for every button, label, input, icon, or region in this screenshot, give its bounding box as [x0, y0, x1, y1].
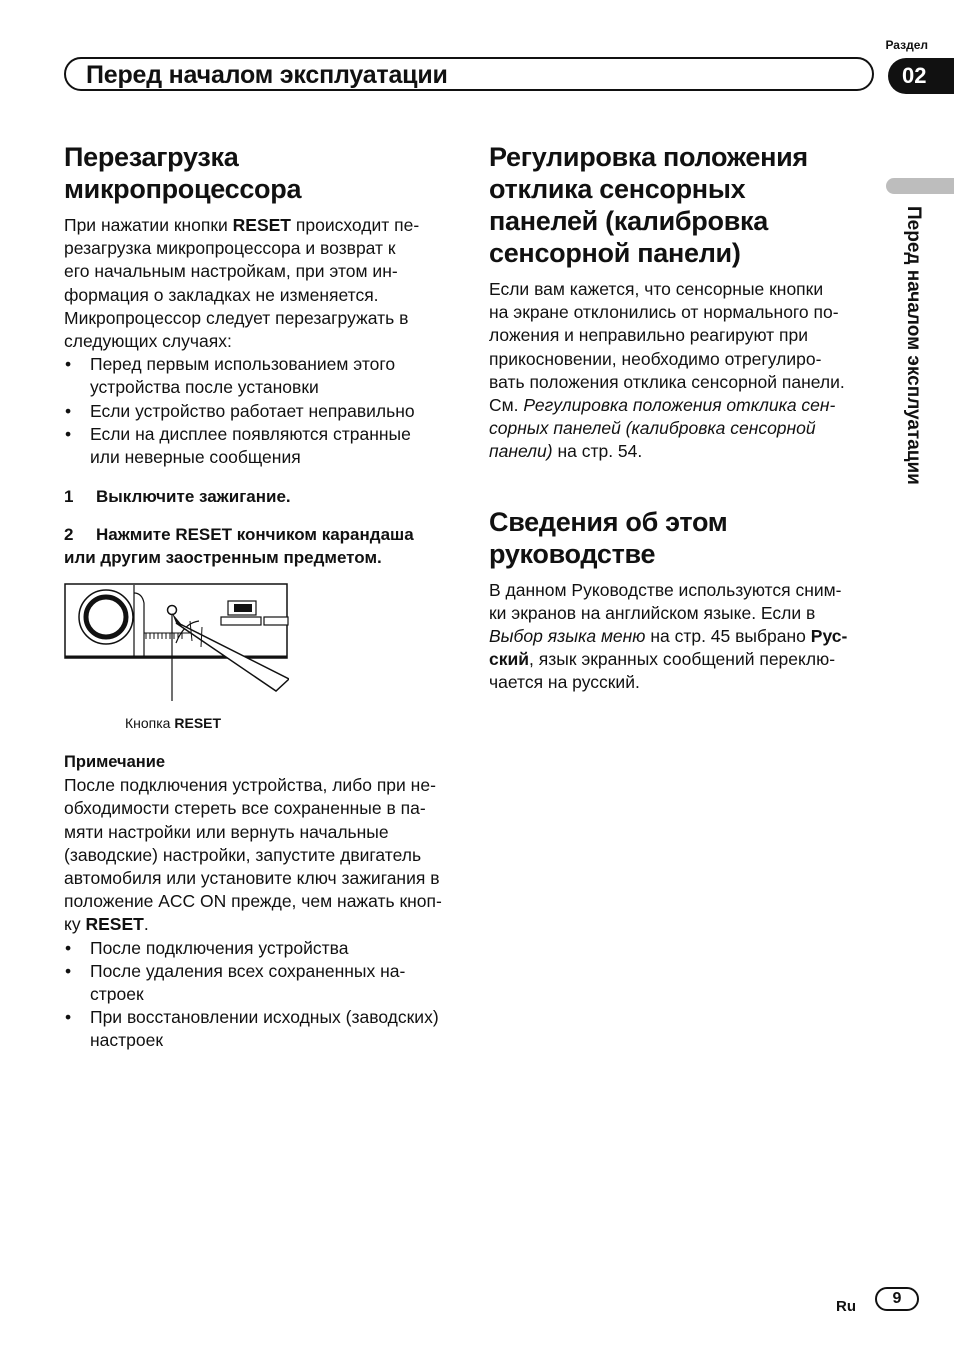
step-text: Выключите зажигание.	[96, 487, 291, 507]
text-line: чается на русский.	[489, 672, 640, 693]
reset-keyword: RESET	[232, 215, 292, 235]
title-line: отклика сенсорных	[489, 174, 746, 204]
step-2	[64, 523, 454, 569]
list-item: • Если устройство работает неправильно	[64, 400, 454, 423]
text-line: его начальным настройкам, при этом ин-	[64, 261, 398, 282]
title-line: руководстве	[489, 538, 656, 569]
calibration-body	[489, 278, 881, 464]
step-number: 2	[64, 525, 74, 545]
reset-button-illustration	[64, 583, 289, 707]
text-line: мяти настройки или вернуть начальные	[64, 821, 389, 842]
title-line: микропроцессора	[64, 174, 302, 204]
side-tab-marker	[886, 178, 954, 194]
cross-reference: сорных панелей (калибровка сенсорной	[489, 418, 816, 439]
reset-cases-list	[64, 353, 454, 469]
text-line: В данном Руководстве используются сним-	[489, 579, 842, 600]
text-line: прикосновении, необходимо отрегулиро-	[489, 348, 822, 369]
text-line: ский, язык экранных сообщений переклю-	[489, 649, 836, 670]
text-line: ки экранов на английском языке. Если в	[489, 602, 816, 623]
list-item: • Если на дисплее появляются странные или неверные сообщения	[64, 423, 454, 469]
text-line	[489, 417, 881, 440]
section-label: Раздел	[885, 38, 928, 52]
header-title: Перед началом эксплуатации	[86, 61, 448, 89]
step-text: или другим заостренным предметом.	[64, 548, 382, 568]
cross-reference: Регулировка положения отклика сен-	[523, 395, 836, 416]
side-section-text: Перед началом эксплуатации	[903, 206, 924, 485]
right-column	[489, 141, 881, 695]
text-line: положение ACC ON прежде, чем нажать кноп-	[64, 891, 442, 912]
about-manual-body	[489, 579, 881, 695]
section-title-about-manual	[489, 506, 881, 570]
section-number-badge: 02	[888, 58, 954, 94]
step-1	[64, 485, 454, 508]
page-number: 9	[875, 1287, 919, 1311]
step-number: 1	[64, 487, 74, 507]
title-line: сенсорной панели)	[489, 238, 741, 268]
note-title: Примечание	[64, 753, 166, 772]
text-line: обходимости стереть все сохраненные в па-	[64, 798, 426, 819]
reset-keyword: RESET	[85, 914, 144, 935]
note-cases-list	[64, 937, 454, 1053]
text-line: При нажатии кнопки RESET происходит пе-	[64, 215, 420, 235]
header-title-box	[64, 57, 874, 91]
list-item: • После удаления всех сохраненных на- строек	[64, 960, 454, 1006]
section-title-reset	[64, 141, 454, 205]
title-line: Сведения об этом	[489, 506, 728, 537]
step-text: Нажмите RESET кончиком карандаша	[96, 525, 414, 545]
text-line: Если вам кажется, что сенсорные кнопки	[489, 279, 824, 299]
text-line: (заводские) настройки, запустите двигатель	[64, 844, 422, 865]
text-line: вать положения отклика сенсорной панели.	[489, 371, 845, 392]
text-line: ку RESET.	[64, 914, 149, 935]
left-column	[64, 141, 454, 1053]
list-item: • При восстановлении исходных (заводских) настроек	[64, 1006, 454, 1052]
text-line: резагрузка микропроцессора и возврат к	[64, 238, 396, 259]
text-line: См. Регулировка положения отклика сен-	[489, 395, 836, 416]
text-line: следующих случаях:	[64, 331, 232, 352]
illustration-caption: Кнопка RESET	[125, 715, 222, 732]
title-line: Регулировка положения	[489, 142, 808, 172]
text-line: После подключения устройства, либо при не-	[64, 775, 436, 796]
section-title-calibration	[489, 141, 881, 269]
reset-intro	[64, 214, 454, 353]
text-line: ложения и неправильно реагируют при	[489, 325, 809, 346]
title-line: Перезагрузка	[64, 142, 239, 172]
device-drawing-icon	[64, 583, 289, 707]
list-item: • Перед первым использованием этого устройства после установки	[64, 353, 454, 399]
cross-reference: панели)	[489, 441, 553, 462]
text-line: Выбор языка меню на стр. 45 выбрано Рус-	[489, 626, 848, 647]
text-line: панели) на стр. 54.	[489, 441, 643, 462]
footer-language: Ru	[836, 1298, 856, 1315]
list-item: • После подключения устройства	[64, 937, 454, 960]
text-line: Микропроцессор следует перезагружать в	[64, 307, 409, 328]
text-line: формация о закладках не изменяется.	[64, 284, 379, 305]
text-line: автомобиля или установите ключ зажигания в	[64, 868, 440, 889]
note-body	[64, 774, 454, 936]
title-line: панелей (калибровка	[489, 206, 768, 236]
reset-keyword: RESET	[174, 715, 222, 732]
cross-reference: Выбор языка меню	[489, 626, 646, 647]
text-line: на экране отклонились от нормального по-	[489, 302, 839, 323]
